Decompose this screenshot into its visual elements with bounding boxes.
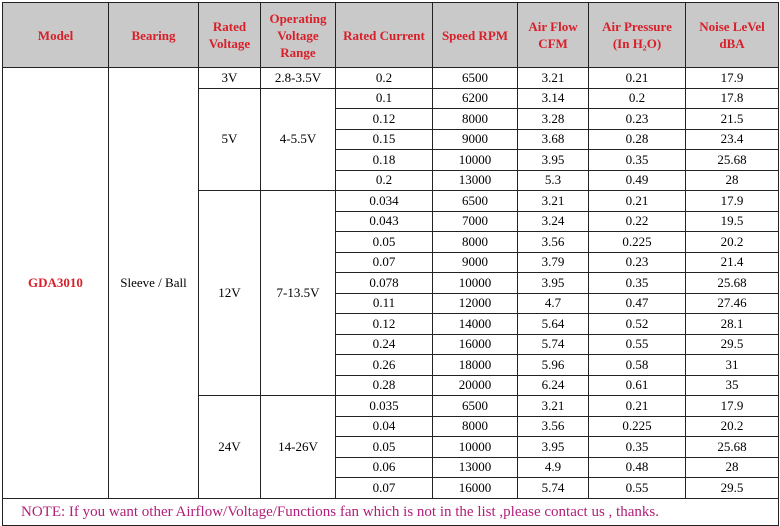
header-operating-voltage-range: [261, 3, 336, 68]
speed-rpm-cell: 9000: [433, 252, 518, 273]
speed-rpm-cell: 20000: [433, 375, 518, 396]
rated-voltage-cell: 3V: [199, 68, 261, 89]
air-flow-cell: 5.96: [518, 355, 589, 376]
fan-spec-table: [2, 2, 779, 526]
header-line: Voltage: [208, 36, 251, 51]
speed-rpm-cell: 8000: [433, 109, 518, 130]
note-text: NOTE: If you want other Airflow/Voltage/Functions fan which is not in the list ,please contact us , thanks.: [3, 498, 779, 525]
air-flow-cell: 5.3: [518, 170, 589, 191]
rated-current-cell: 0.28: [336, 375, 433, 396]
speed-rpm-cell: 6500: [433, 68, 518, 89]
air-flow-cell: 5.64: [518, 314, 589, 335]
speed-rpm-cell: 6500: [433, 396, 518, 417]
air-flow-cell: 6.24: [518, 375, 589, 396]
air-flow-cell: 5.74: [518, 478, 589, 499]
rated-current-cell: 0.1: [336, 88, 433, 109]
noise-level-cell: 25.68: [686, 273, 779, 294]
air-flow-cell: 3.79: [518, 252, 589, 273]
header-rated-current: [336, 3, 433, 68]
rated-current-cell: 0.24: [336, 334, 433, 355]
air-flow-cell: 3.28: [518, 109, 589, 130]
rated-current-cell: 0.05: [336, 232, 433, 253]
air-flow-cell: 3.68: [518, 129, 589, 150]
header-speed-rpm: [433, 3, 518, 68]
air-pressure-cell: 0.35: [589, 273, 686, 294]
model-cell: GDA3010: [3, 68, 109, 499]
air-pressure-cell: 0.58: [589, 355, 686, 376]
air-flow-cell: 3.21: [518, 68, 589, 89]
rated-current-cell: 0.18: [336, 150, 433, 171]
rated-current-cell: 0.07: [336, 478, 433, 499]
air-flow-cell: 3.21: [518, 396, 589, 417]
air-pressure-cell: 0.2: [589, 88, 686, 109]
spec-table-body: [3, 68, 779, 499]
air-pressure-cell: 0.55: [589, 478, 686, 499]
speed-rpm-cell: 10000: [433, 273, 518, 294]
speed-rpm-cell: 12000: [433, 293, 518, 314]
air-flow-cell: 5.74: [518, 334, 589, 355]
header-line: CFM: [538, 36, 568, 51]
air-pressure-cell: 0.21: [589, 191, 686, 212]
noise-level-cell: 20.2: [686, 232, 779, 253]
header-line: Rated: [212, 19, 247, 34]
noise-level-cell: 23.4: [686, 129, 779, 150]
air-pressure-cell: 0.21: [589, 68, 686, 89]
speed-rpm-cell: 14000: [433, 314, 518, 335]
air-pressure-cell: 0.47: [589, 293, 686, 314]
noise-level-cell: 28: [686, 170, 779, 191]
air-flow-cell: 3.24: [518, 211, 589, 232]
air-flow-cell: 3.95: [518, 273, 589, 294]
noise-level-cell: 28.1: [686, 314, 779, 335]
rated-current-cell: 0.034: [336, 191, 433, 212]
rated-current-cell: 0.05: [336, 437, 433, 458]
rated-voltage-cell: 24V: [199, 396, 261, 499]
rated-current-cell: 0.2: [336, 170, 433, 191]
noise-level-cell: 17.8: [686, 88, 779, 109]
header-noise-level: [686, 3, 779, 68]
air-flow-cell: 3.56: [518, 416, 589, 437]
noise-level-cell: 21.5: [686, 109, 779, 130]
header-line: Noise LeVel: [699, 19, 765, 34]
header-air-flow: [518, 3, 589, 68]
rated-current-cell: 0.26: [336, 355, 433, 376]
noise-level-cell: 17.9: [686, 396, 779, 417]
rated-current-cell: 0.15: [336, 129, 433, 150]
noise-level-cell: 17.9: [686, 191, 779, 212]
operating-range-cell: 4-5.5V: [261, 88, 336, 191]
speed-rpm-cell: 13000: [433, 457, 518, 478]
noise-level-cell: 19.5: [686, 211, 779, 232]
air-flow-cell: 3.56: [518, 232, 589, 253]
noise-level-cell: 25.68: [686, 150, 779, 171]
operating-range-cell: 7-13.5V: [261, 191, 336, 396]
air-pressure-cell: 0.49: [589, 170, 686, 191]
air-flow-cell: 4.9: [518, 457, 589, 478]
air-pressure-cell: 0.23: [589, 109, 686, 130]
rated-current-cell: 0.11: [336, 293, 433, 314]
noise-level-cell: 21.4: [686, 252, 779, 273]
rated-current-cell: 0.12: [336, 314, 433, 335]
air-pressure-cell: 0.23: [589, 252, 686, 273]
header-line: Range: [280, 44, 316, 60]
air-pressure-cell: 0.48: [589, 457, 686, 478]
air-flow-cell: 3.95: [518, 150, 589, 171]
speed-rpm-cell: 8000: [433, 416, 518, 437]
rated-current-cell: 0.04: [336, 416, 433, 437]
rated-voltage-cell: 12V: [199, 191, 261, 396]
rated-current-cell: 0.2: [336, 68, 433, 89]
noise-level-cell: 29.5: [686, 334, 779, 355]
noise-level-cell: 29.5: [686, 478, 779, 499]
air-pressure-cell: 0.21: [589, 396, 686, 417]
header-line: Speed RPM: [441, 27, 509, 43]
rated-current-cell: 0.035: [336, 396, 433, 417]
noise-level-cell: 31: [686, 355, 779, 376]
rated-current-cell: 0.043: [336, 211, 433, 232]
operating-range-cell: 2.8-3.5V: [261, 68, 336, 89]
speed-rpm-cell: 13000: [433, 170, 518, 191]
rated-current-cell: 0.07: [336, 252, 433, 273]
noise-level-cell: 20.2: [686, 416, 779, 437]
air-pressure-cell: 0.61: [589, 375, 686, 396]
header-bearing: [109, 3, 199, 68]
speed-rpm-cell: 6500: [433, 191, 518, 212]
air-flow-cell: 3.95: [518, 437, 589, 458]
header-line: dBA: [719, 36, 745, 51]
rated-current-cell: 0.12: [336, 109, 433, 130]
air-pressure-cell: 0.28: [589, 129, 686, 150]
bearing-cell: Sleeve / Ball: [109, 68, 199, 499]
rated-voltage-cell: 5V: [199, 88, 261, 191]
noise-level-cell: 27.46: [686, 293, 779, 314]
air-pressure-cell: 0.35: [589, 150, 686, 171]
noise-level-cell: 28: [686, 457, 779, 478]
speed-rpm-cell: 18000: [433, 355, 518, 376]
table-row: [3, 68, 779, 89]
header-air-pressure: [589, 3, 686, 68]
note-row: [3, 498, 779, 525]
noise-level-cell: 25.68: [686, 437, 779, 458]
speed-rpm-cell: 10000: [433, 150, 518, 171]
speed-rpm-cell: 16000: [433, 334, 518, 355]
air-pressure-cell: 0.22: [589, 211, 686, 232]
air-pressure-cell: 0.35: [589, 437, 686, 458]
header-line: Voltage: [277, 27, 319, 43]
air-pressure-cell: 0.225: [589, 416, 686, 437]
rated-current-cell: 0.078: [336, 273, 433, 294]
air-flow-cell: 3.14: [518, 88, 589, 109]
speed-rpm-cell: 16000: [433, 478, 518, 499]
air-pressure-cell: 0.52: [589, 314, 686, 335]
air-flow-cell: 3.21: [518, 191, 589, 212]
header-row: [3, 3, 779, 68]
header-line: Air Flow: [528, 19, 578, 34]
air-pressure-cell: 0.225: [589, 232, 686, 253]
speed-rpm-cell: 10000: [433, 437, 518, 458]
speed-rpm-cell: 6200: [433, 88, 518, 109]
rated-current-cell: 0.06: [336, 457, 433, 478]
noise-level-cell: 17.9: [686, 68, 779, 89]
speed-rpm-cell: 7000: [433, 211, 518, 232]
header-line: Operating: [269, 10, 327, 26]
header-model: [3, 3, 109, 68]
header-line: Bearing: [131, 27, 176, 43]
operating-range-cell: 14-26V: [261, 396, 336, 499]
air-pressure-cell: 0.55: [589, 334, 686, 355]
header-line: (In H₂O): [612, 36, 662, 51]
noise-level-cell: 35: [686, 375, 779, 396]
header-line: Air Pressure: [602, 19, 672, 34]
speed-rpm-cell: 8000: [433, 232, 518, 253]
header-rated-voltage: [199, 3, 261, 68]
header-line: Rated Current: [343, 27, 425, 43]
speed-rpm-cell: 9000: [433, 129, 518, 150]
air-flow-cell: 4.7: [518, 293, 589, 314]
header-line: Model: [37, 27, 74, 43]
